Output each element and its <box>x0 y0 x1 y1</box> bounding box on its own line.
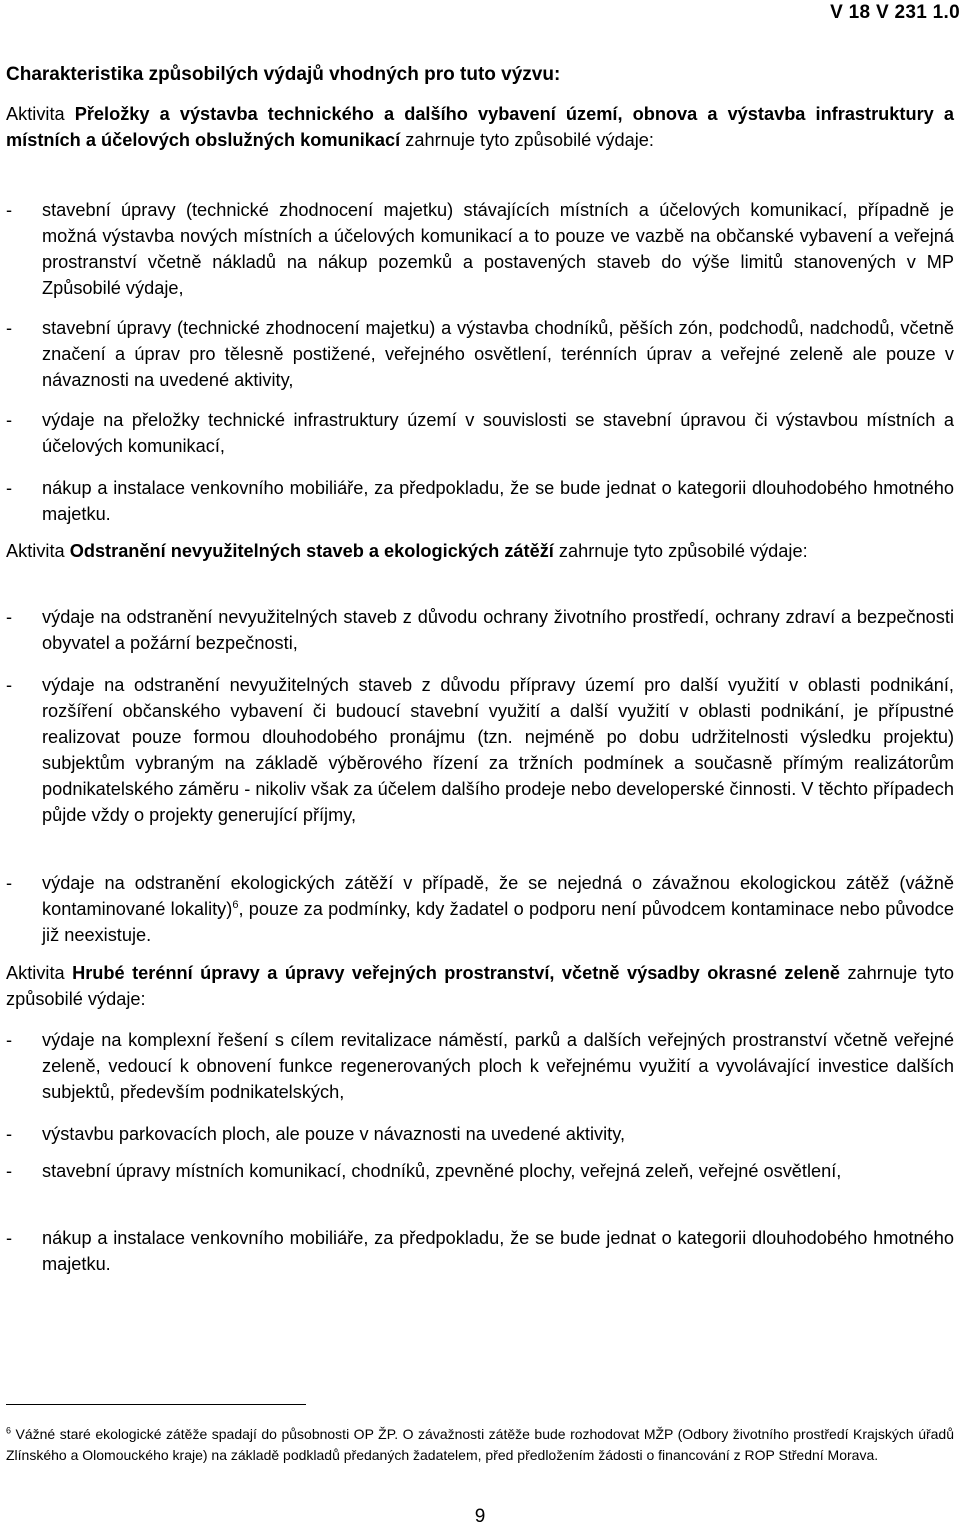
section-1-list <box>6 315 954 393</box>
activity-name: Přeložky a výstavba technického a dalšího vybavení území, obnova a výstavba infrastruktury a místních a účelových obslužných komunikací <box>6 104 954 150</box>
list-item: - výdaje na odstranění nevyužitelných staveb z důvodu přípravy území pro další využití v oblasti podnikání, rozšíření občanského vybavení či budoucí stavební využití a další využití v oblasti podnikání, je přípustné realizovat pouze formou dlouhodobého pronájmu (tzn. nejméně po dobu udržitelnosti výsledku projektu) subjektům vybraným na základě výběrového řízení za tržních podmínek a současně přímým realizátorům podnikatelského záměru - nikoliv však za účelem dalšího prodeje nebo developerské činnosti. V těchto případech půjde vždy o projekty generující příjmy, <box>6 672 954 828</box>
list-item <box>6 870 954 948</box>
section-suffix: zahrnuje tyto způsobilé výdaje: <box>6 963 954 1009</box>
footnote-text: Vážné staré ekologické zátěže spadají do působnosti OP ŽP. O závažnosti zátěže bude rozhodovat MŽP (Odbory životního prostředí Krajských úřadů Zlínského a Olomouckého kraje) na základě podkladů předaných žadatelem, před předložením žádosti o financování z ROP Střední Morava. <box>6 1426 954 1463</box>
footnote-reference[interactable]: 6 <box>232 898 239 911</box>
footnote-number: 6 <box>6 1425 12 1436</box>
document-id: V 18 V 231 1.0 <box>830 2 960 23</box>
footnote <box>6 1424 954 1466</box>
section-3-list <box>6 1225 954 1277</box>
list-item-text: , pouze za podmínky, kdy žadatel o podporu není původcem kontaminace nebo původce již neexistuje. <box>42 899 954 945</box>
activity-name: Odstranění nevyužitelných staveb a ekologických zátěží <box>69 541 554 561</box>
list-item: - stavební úpravy místních komunikací, chodníků, zpevněné plochy, veřejná zeleň, veřejné osvětlení, <box>6 1158 954 1184</box>
section-3-list <box>6 1158 954 1184</box>
section-prefix: Aktivita <box>6 541 70 561</box>
list-item-text: výdaje na odstranění ekologických zátěží v případě, že se nejedná o závažnou ekologickou zátěž (vážně kontaminované lokality) <box>42 873 954 919</box>
section-activity-2 <box>6 538 954 564</box>
section-2-list <box>6 672 954 828</box>
page-number: 9 <box>474 1506 486 1527</box>
list-item: - stavební úpravy (technické zhodnocení majetku) stávajících místních a účelových komunikací, případně je možná výstavba nových místních a účelových komunikací a to pouze ve vazbě na občanské vybavení a veřejná prostranství včetně nákladů na nákup pozemků a postavených staveb do výše limitů stanovených v MP Způsobilé výdaje, <box>6 197 954 301</box>
section-1-list <box>6 197 954 301</box>
section-suffix: zahrnuje tyto způsobilé výdaje: <box>400 130 654 150</box>
section-intro <box>6 101 954 153</box>
list-item: - stavební úpravy (technické zhodnocení majetku) a výstavba chodníků, pěších zón, podchodů, nadchodů, včetně značení a úprav pro tělesně postižené, veřejného osvětlení, terénních úprav a veřejné zeleně ale pouze v návaznosti na uvedené aktivity, <box>6 315 954 393</box>
list-item: - výdaje na komplexní řešení s cílem revitalizace náměstí, parků a dalších veřejných prostranství včetně veřejné zeleně, vedoucí k obnovení funkce regenerovaných ploch k veřejnému využití a vyvolávající investice dalších subjektů, především podnikatelských, <box>6 1027 954 1105</box>
section-3-list <box>6 1027 954 1105</box>
section-activity-3 <box>6 960 954 1012</box>
section-1-list <box>6 475 954 527</box>
section-suffix: zahrnuje tyto způsobilé výdaje: <box>553 541 808 561</box>
document-page <box>6 0 960 1529</box>
section-3-list <box>6 1121 954 1147</box>
section-intro <box>6 538 954 564</box>
list-item: - výdaje na přeložky technické infrastruktury území v souvislosti se stavební úpravou či výstavbou místních a účelových komunikací, <box>6 407 954 459</box>
list-item: - výdaje na odstranění nevyužitelných staveb z důvodu ochrany životního prostředí, ochrany zdraví a bezpečnosti obyvatel a požární bezpečnosti, <box>6 604 954 656</box>
section-prefix: Aktivita <box>6 963 73 983</box>
section-activity-1 <box>6 101 954 153</box>
list-item: - nákup a instalace venkovního mobiliáře, za předpokladu, že se bude jednat o kategorii dlouhodobého hmotného majetku. <box>6 1225 954 1277</box>
list-item: - výstavbu parkovacích ploch, ale pouze v návaznosti na uvedené aktivity, <box>6 1121 954 1147</box>
footnote-divider <box>6 1404 306 1405</box>
page-heading: Charakteristika způsobilých výdajů vhodných pro tuto výzvu: <box>6 64 561 85</box>
activity-name: Hrubé terénní úpravy a úpravy veřejných prostranství, včetně výsadby okrasné zeleně <box>72 963 841 983</box>
section-2-list <box>6 870 954 948</box>
section-1-list <box>6 407 954 459</box>
section-intro <box>6 960 954 1012</box>
list-item: - nákup a instalace venkovního mobiliáře, za předpokladu, že se bude jednat o kategorii dlouhodobého hmotného majetku. <box>6 475 954 527</box>
section-prefix: Aktivita <box>6 104 75 124</box>
section-2-list <box>6 604 954 656</box>
